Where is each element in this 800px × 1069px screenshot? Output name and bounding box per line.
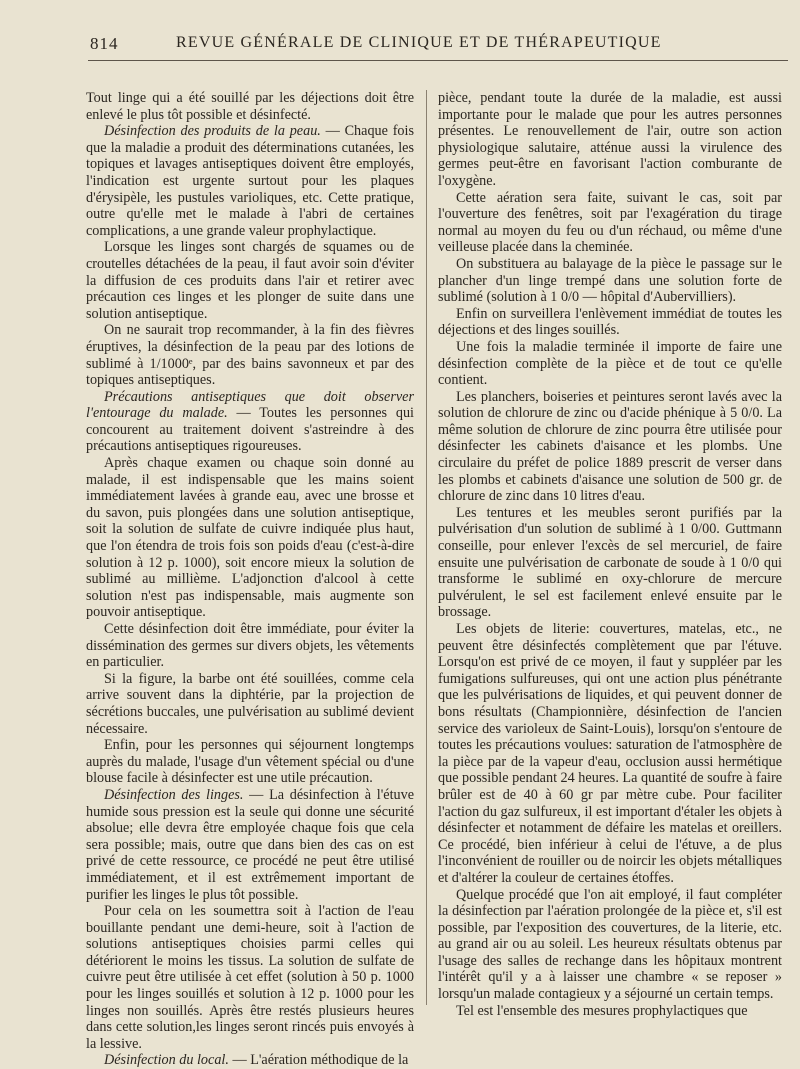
paragraph <box>438 339 782 389</box>
paragraph-text: pièce, pendant toute la durée de la maladie, est aussi importante pour le malade que pour les autres personnes présentes. Le renouvellement de l'air, outre son action physiologique salutaire, atténue aussi la virulence des germes peut-être en favorisant l'action comburante de l'oxygène. <box>438 90 782 189</box>
paragraph-text: Une fois la maladie terminée il importe de faire une désinfection complète de la pièce et de tout ce qu'elle contient. <box>438 338 782 389</box>
header-rule <box>88 60 788 61</box>
section-heading: Désinfection des produits de la peau. <box>104 123 321 140</box>
section-heading: Précautions antiseptiques que doit observer l'entourage du malade. <box>86 388 414 422</box>
paragraph-text: On ne saurait trop recommander, à la fin des fièvres éruptives, la désinfection de la peau par des lotions de sublimé à 1/1000ᵉ, par des bains savonneux et par des topiques antiseptiques. <box>86 322 414 389</box>
paragraph-text: Enfin on surveillera l'enlèvement immédiat de toutes les déjections et des linges souillés. <box>438 305 782 339</box>
paragraph <box>86 903 414 1052</box>
paragraph-text: — Chaque fois que la maladie a produit des déterminations cutanées, les topiques et lavages antiseptiques doivent être employés, l'indication est urgente surtout pour les plaques d'érysipèle, les pustules varioliques, etc. Cette pratique, outre qu'elle met le malade à l'abri de certaines complications, a une grande valeur prophylactique. <box>86 123 414 239</box>
paragraph <box>438 1003 782 1020</box>
section-heading: Désinfection des linges. <box>104 786 244 803</box>
paragraph <box>86 239 414 322</box>
paragraph <box>86 455 414 621</box>
paragraph <box>438 505 782 621</box>
running-title: REVUE GÉNÉRALE DE CLINIQUE ET DE THÉRAPEUTIQUE <box>176 34 662 51</box>
paragraph <box>86 123 414 239</box>
column-divider <box>426 90 427 1005</box>
paragraph-text: Tout linge qui a été souillé par les déjections doit être enlevé le plus tôt possible et désinfecté. <box>86 90 414 123</box>
paragraph <box>438 306 782 339</box>
paragraph-text: — Toutes les personnes qui concourent au traitement doivent s'astreindre à des précautions antiseptiques rigoureuses. <box>86 405 414 455</box>
paragraph-text: Cette désinfection doit être immédiate, pour éviter la dissémination des germes sur divers objets, les vêtements en particulier. <box>86 621 414 671</box>
paragraph <box>86 671 414 737</box>
paragraph-text: — La désinfection à l'étuve humide sous pression est la seule qui donne une sécurité absolue; elle devra être employée chaque fois que cela sera possible; mais, outre que dans bien des cas on est privé de cette ressource, ce procédé ne peut être utilisé immédiatement, et il est extrêmement important de purifier les linges le plus tôt possible. <box>86 786 414 903</box>
paragraph-text: Quelque procédé que l'on ait employé, il faut compléter la désinfection par l'aération prolongée de la pièce et, s'il est possible, par l'exposition des couvertures, de la literie, etc. au grand air ou au soleil. Les heureux résultats obtenus par l'usage des salles de rechange dans les hôpitaux montrent l'intérêt qu'il y a à laisser une chambre « se reposer » lorsqu'un malade contagieux y a séjourné un certain temps. <box>438 886 782 1003</box>
paragraph <box>86 389 414 455</box>
paragraph <box>86 787 414 903</box>
paragraph <box>86 621 414 671</box>
paragraph <box>438 256 782 306</box>
paragraph-text: Après chaque examen ou chaque soin donné au malade, il est indispensable que les mains soient immédiatement lavées à grande eau, avec une brosse et du savon, puis plongées dans une solution antiseptique, soit la solution de sulfate de cuivre indiquée plus haut, que l'on étendra de trois fois son poids d'eau (c'est-à-dire solution à 12 p. 1000), soit encore mieux la solution de sublimé au millième. L'adjonction d'alcool à cette solution n'est pas indispensable, mais augmente son pouvoir antiseptique. <box>86 455 414 621</box>
left-column <box>86 90 414 1069</box>
paragraph <box>438 621 782 887</box>
paragraph-text: Les objets de literie: couvertures, matelas, etc., ne peuvent être désinfectés complètement que par l'étuve. Lorsqu'on est privé de ce moyen, il faut y suppléer par les fumigations sulfureuses, qui ont une action plus pénétrante que les pulvérisations de liquides, et qui peuvent donner de bons résultats (Championnière, désinfection de l'ancien service des varioleux de Saint-Louis), lorsqu'on s'entoure de toutes les précautions voulues: saturation de l'atmosphère de la pièce par de la vapeur d'eau, occlusion aussi hermétique que possible pendant 24 heures. La quantité de soufre à faire brûler est de 40 à 60 gr par mètre cube. Pour faciliter l'action du gaz sulfureux, il est important d'étaler les objets à désinfecter et notamment de défaire les matelas et oreillers. Ce procédé, bien inférieur à celui de l'étuve, a de plus l'inconvénient de rouiller ou de noircir les objets métalliques et d'altérer la couleur de certaines étoffes. <box>438 621 782 886</box>
paragraph-text: Les planchers, boiseries et peintures seront lavés avec la solution de chlorure de zinc ou d'acide phénique à 5 0/0. La même solution de chlorure de zinc pourra être utilisée pour désinfecter les cabinets d'aisance et les plombs. Une circulaire du préfet de police 1889 prescrit de verser dans les plombs et cabinets d'aisance une solution de 500 gr. de chlorure de zinc dans 10 litres d'eau. <box>438 388 782 505</box>
paragraph <box>86 90 414 123</box>
page-header <box>0 34 800 58</box>
page-number: 814 <box>90 34 119 53</box>
paragraph-text: Les tentures et les meubles seront purifiés par la pulvérisation d'un solution de sublimé à 1 0/00. Guttmann conseille, pour enlever l'excès de sel mercuriel, de faire ensuite une pulvérisation de carbonate de soude à 1 0/0 qui transforme le sublimé en oxy-chlorure de mercure pulvérulent, le sel est facilement enlevé ensuite par le brossage. <box>438 504 782 621</box>
paragraph-text: Tel est l'ensemble des mesures prophylactiques que <box>456 1002 748 1019</box>
paragraph <box>438 887 782 1003</box>
paragraph-text: Cette aération sera faite, suivant le cas, soit par l'ouverture des fenêtres, soit par l'exagération du tirage normal au moyen du feu ou d'un réchaud, ou même d'une veilleuse placée dans la cheminée. <box>438 189 782 256</box>
section-heading: Désinfection du local. <box>104 1052 229 1069</box>
paragraph <box>86 322 414 388</box>
paragraph <box>438 389 782 505</box>
paragraph <box>86 737 414 787</box>
paragraph-text: Si la figure, la barbe ont été souillées, comme cela arrive souvent dans la diphtérie, par la projection de sécrétions buccales, une pulvérisation au sublimé devient nécessaire. <box>86 670 414 737</box>
paragraph-text: Lorsque les linges sont chargés de squames ou de croutelles détachées de la peau, il faut avoir soin d'éviter la diffusion de ces produits dans l'air et retirer avec précaution ces linges et les plonger de suite dans une solution antiseptique. <box>86 239 414 322</box>
paragraph-text: Pour cela on les soumettra soit à l'action de l'eau bouillante pendant une demi-heure, soit à l'action de solutions antiseptiques choisies parmi celles qui détériorent le moins les tissus. La solution de sulfate de cuivre peut être utilisée à cet effet (solution à 50 p. 1000 pour les linges souillés et solution à 12 p. 1000 pour les linges non souillés. Après être restés plusieurs heures dans cette solution,les linges seront rincés puis envoyés à la lessive. <box>86 903 414 1052</box>
paragraph <box>438 90 782 190</box>
paragraph-text: On substituera au balayage de la pièce le passage sur le plancher d'un linge trempé dans une solution forte de sublimé (solution à 1 0/0 — hôpital d'Aubervilliers). <box>438 255 782 306</box>
paragraph <box>86 1052 414 1069</box>
right-column <box>438 90 782 1019</box>
paragraph <box>438 190 782 256</box>
paragraph-text: Enfin, pour les personnes qui séjournent longtemps auprès du malade, l'usage d'un vêtement spécial ou d'une blouse facile à désinfecter est une utile précaution. <box>86 737 414 787</box>
paragraph-text: — L'aération méthodique de la <box>228 1052 409 1069</box>
